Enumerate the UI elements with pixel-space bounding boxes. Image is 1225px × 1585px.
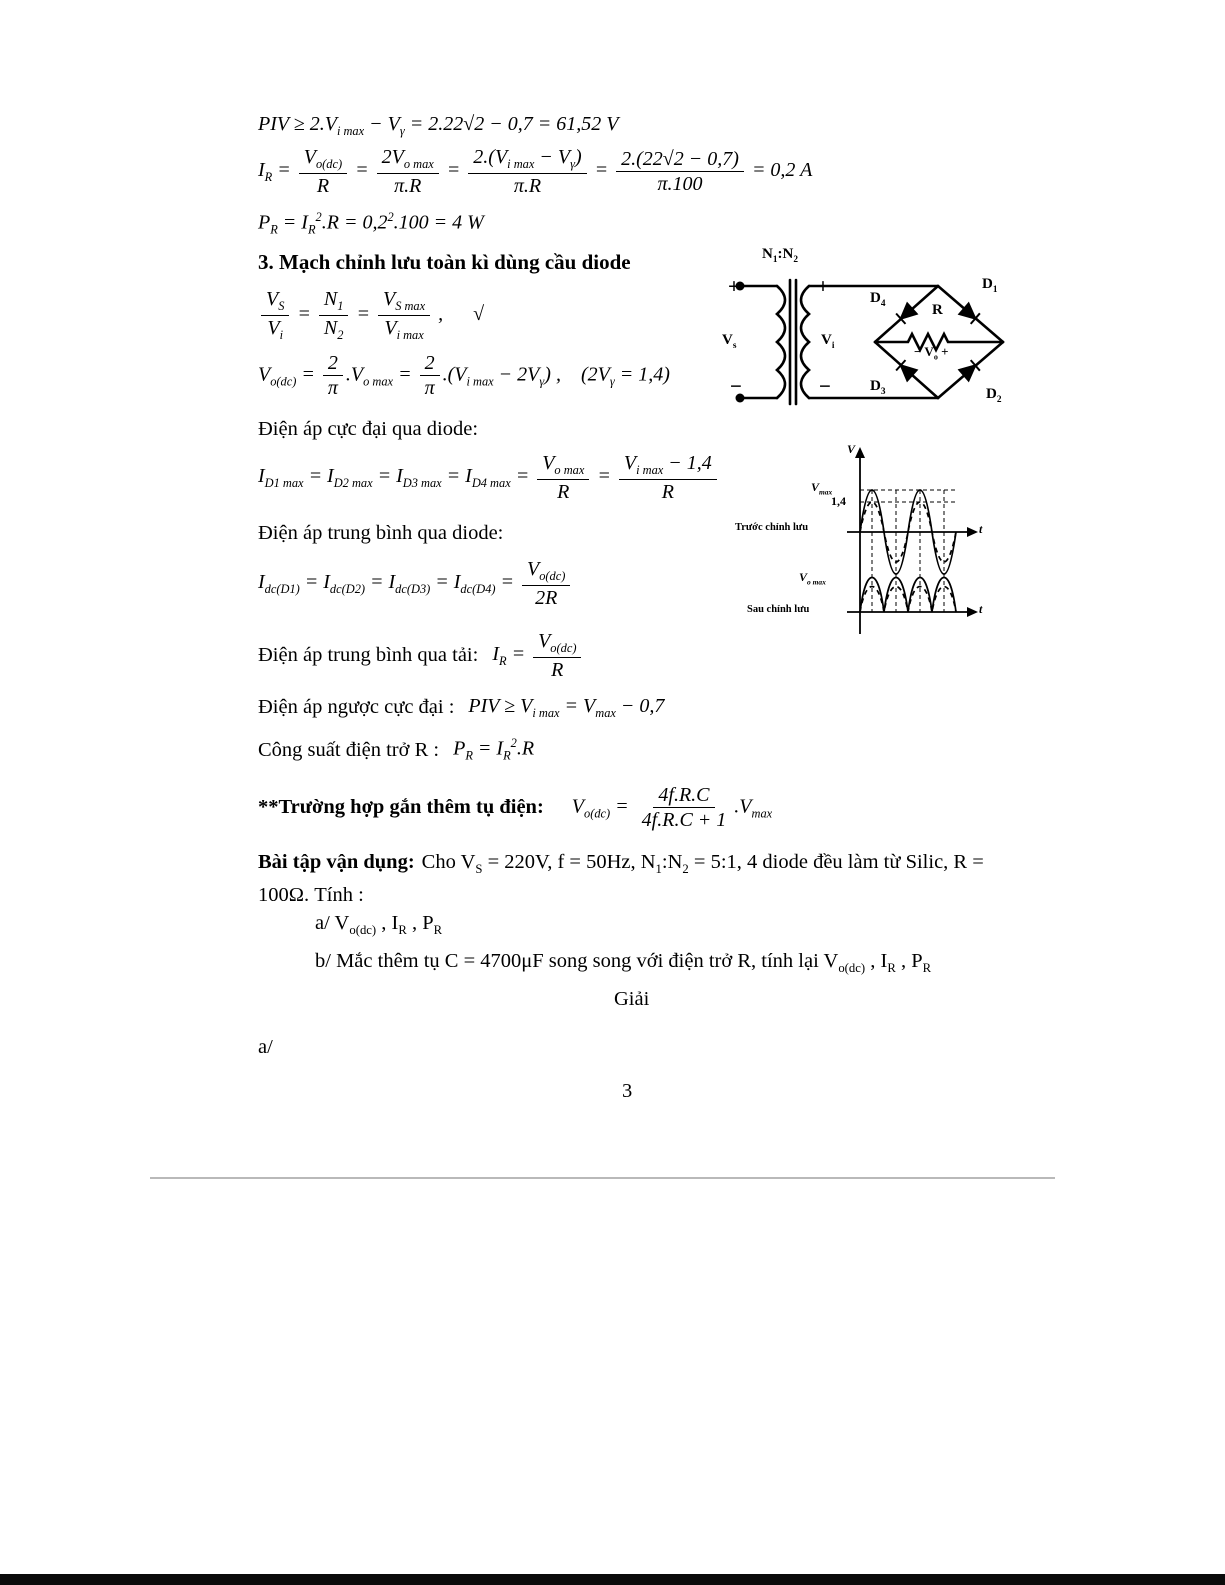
plus-sign-primary: + <box>728 274 740 298</box>
formula-turns-ratio: $\frac{V_S}{V_i}$ = $\frac{N_1}{N_2}$ = $\frac{V_{S max}}{V_{i max}}$ , √ <box>258 288 484 343</box>
label-d2: $D_2$ <box>986 386 1002 405</box>
reverse-peak-line <box>258 694 664 722</box>
label-avg-voltage-load: Điện áp trung bình qua tải: <box>258 644 479 667</box>
avg-load-line <box>258 630 584 681</box>
formula-ir-load: $I_R$ = $\frac{V_{o(dc)}}{R}$ <box>492 630 584 681</box>
label-capacitor-case: **Trường hợp gắn thêm tụ điện: <box>258 796 544 819</box>
label-before-rect: Trước chỉnh lưu <box>735 522 809 533</box>
exercise-label: Bài tập vận dụng: <box>258 851 415 873</box>
waveform-diagram <box>735 442 995 642</box>
label-r: R <box>932 302 943 318</box>
label-vs: $V_s$ <box>722 332 737 351</box>
formula-diode-peak-current: $I_{D1 max} = I_{D2 max} = I_{D3 max} = I_{D4 max}$ = $\frac{V_{o max}}{R}$ = $\frac{V_{i max} - 1,4}{R}$ <box>258 452 720 503</box>
label-d3: $D_3$ <box>870 378 886 397</box>
bridge-rectifier-diagram <box>720 246 1025 418</box>
label-t-bottom: t <box>979 602 983 616</box>
page-number: 3 <box>622 1080 633 1102</box>
formula-piv-halfwave: PIV ≥ $2.V_{i max} - V_\gamma = 2.22√2 - 0,7 = 61,52$ V <box>258 113 619 138</box>
formula-diode-dc-current: $I_{dc(D1)} = I_{dc(D2)} = I_{dc(D3)} = I_{dc(D4)}$ = $\frac{V_{o(dc)}}{2R}$ <box>258 558 573 609</box>
capacitor-case-line <box>258 784 772 832</box>
minus-sign-secondary: − <box>819 374 831 398</box>
formula-vodc: $V_{o(dc)}$ = $\frac{2}{\pi}$ $.V_{o max}$ = $\frac{2}{\pi}$ $.(V_{i max} - 2V_\gamma)$ , $(2V_\gamma = 1,4)$ <box>258 352 670 400</box>
label-vmax: $V_{max}$ <box>811 480 833 497</box>
label-v-axis: V <box>847 442 856 456</box>
label-1-4: 1,4 <box>831 494 846 508</box>
formula-pr-halfwave: $P_R = I_R^2.R = 0,2^2.100 = 4$ W <box>258 210 484 237</box>
label-vomax: $V_{o max}$ <box>799 570 826 587</box>
guide-lines <box>860 490 956 612</box>
footer-rule <box>150 1177 1055 1179</box>
waveform-curves <box>860 490 956 612</box>
label-peak-voltage-diode: Điện áp cực đại qua diode: <box>258 418 479 440</box>
minus-sign-primary: − <box>730 374 742 398</box>
scan-edge-bar <box>0 1574 1225 1585</box>
label-transformer-ratio: $N_1:N_2$ <box>762 246 798 265</box>
label-vo: − $V_o$ + <box>914 344 949 362</box>
exercise-item-a: a/ $V_{o(dc)}$ , $I_R$ , $P_R$ <box>315 912 443 938</box>
label-resistor-power: Công suất điện trở R : <box>258 738 440 761</box>
formula-ir-halfwave: $I_R$ = $\frac{V_{o(dc)}}{R}$ = $\frac{2V_{o max}}{\pi.R}$ = $\frac{2.(V_{i max} - V_\gamma)}{\pi.R}$ = $\frac{2.(22√2 - 0,7)}{\pi.100}$ = 0,2 A <box>258 146 813 197</box>
label-d1: $D_1$ <box>982 276 998 295</box>
part-a-label: a/ <box>258 1036 273 1058</box>
section-3-heading: 3. Mạch chỉnh lưu toàn kì dùng cầu diode <box>258 250 631 274</box>
resistor-power-line <box>258 736 534 764</box>
exercise-body: Cho $V_S = 220V$, f = 50Hz, $N_1:N_2$ = 5:1, 4 diode đều làm từ Silic, R = 100Ω. Tính : <box>258 851 984 907</box>
solution-label: Giải <box>614 988 650 1010</box>
formula-capacitor: $V_{o(dc)}$ = $\frac{4f.R.C}{4f.R.C + 1}$ $.V_{max}$ <box>571 784 773 832</box>
formula-piv-bridge: PIV ≥ $V_{i max} = V_{max} - 0,7$ <box>468 695 665 720</box>
label-reverse-peak: Điện áp ngược cực đại : <box>258 696 455 719</box>
label-vi: $V_i$ <box>821 332 835 351</box>
exercise-paragraph <box>258 846 1014 912</box>
label-t-top: t <box>979 522 983 536</box>
plus-sign-secondary: + <box>817 274 829 298</box>
label-avg-voltage-diode: Điện áp trung bình qua diode: <box>258 522 504 544</box>
label-d4: $D_4$ <box>870 290 886 309</box>
exercise-item-b: b/ Mắc thêm tụ C = 4700μF song song với điện trở R, tính lại $V_{o(dc)}$ , $I_R$ , $P_R$ <box>315 950 932 976</box>
formula-pr-bridge: $P_R = I_R^2.R$ <box>453 736 535 763</box>
label-after-rect: Sau chỉnh lưu <box>747 604 810 615</box>
